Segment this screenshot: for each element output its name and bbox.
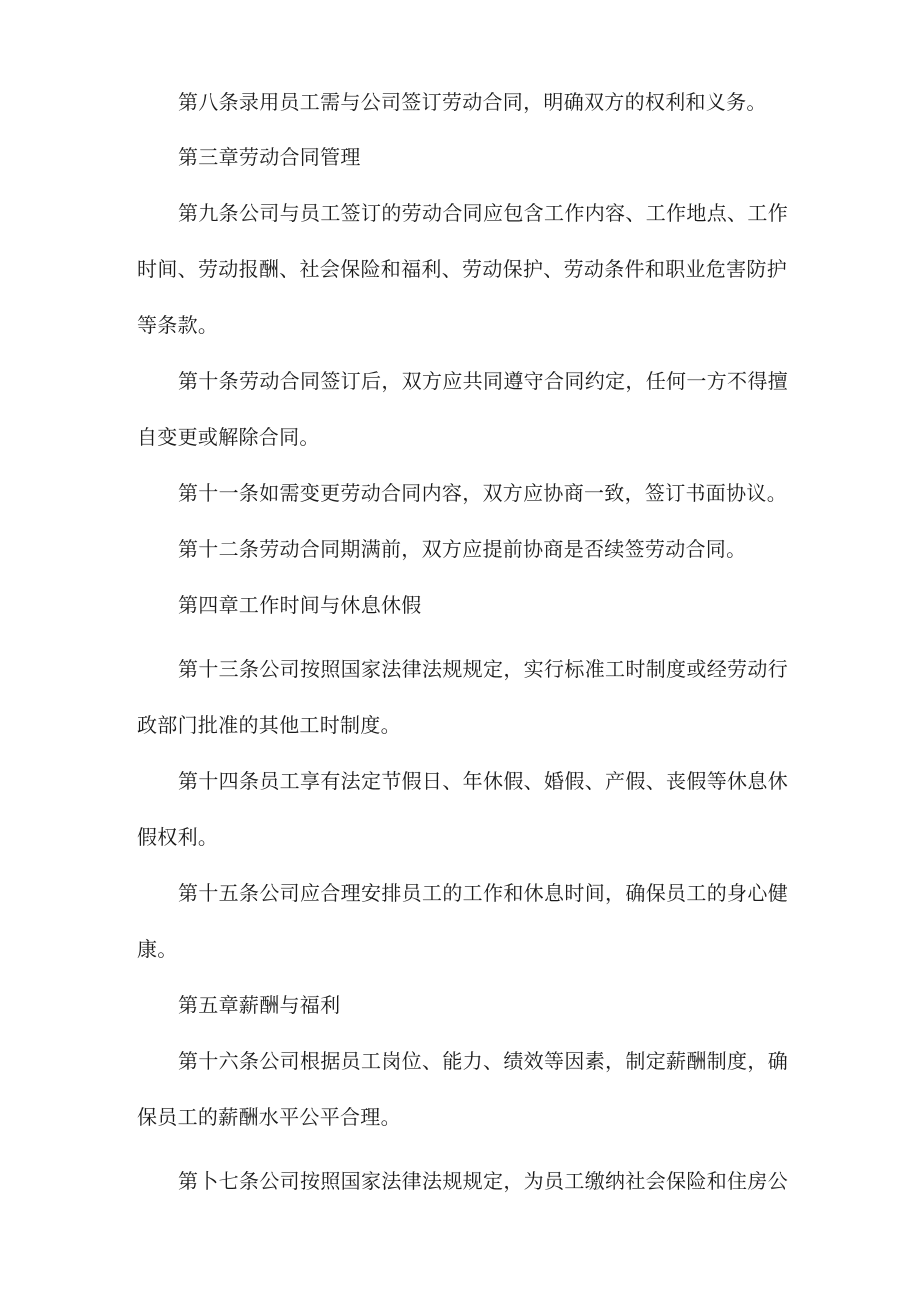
article-13-line-1: 第十三条公司按照国家法律法规规定，实行标准工时制度或经劳动行 — [178, 657, 788, 681]
article-12-line-1: 第十二条劳动合同期满前，双方应提前协商是否续签劳动合同。 — [178, 537, 747, 561]
article-16-line-2: 保员工的薪酬水平公平合理。 — [137, 1105, 401, 1129]
article-16-line-1: 第十六条公司根据员工岗位、能力、绩效等因素，制定薪酬制度，确 — [178, 1049, 788, 1073]
article-13-line-2: 政部门批准的其他工时制度。 — [137, 713, 401, 737]
chapter-3-heading: 第三章劳动合同管理 — [178, 145, 361, 169]
article-10-line-2: 自变更或解除合同。 — [137, 425, 320, 449]
article-17-line-1: 第卜七条公司按照国家法律法规规定，为员工缴纳社会保险和住房公 — [178, 1169, 788, 1193]
chapter-4-heading: 第四章工作时间与休息休假 — [178, 593, 422, 617]
article-11-line-1: 第十一条如需变更劳动合同内容，双方应协商一致，签订书面协议。 — [178, 481, 787, 505]
article-8-line-1: 第八条录用员工需与公司签订劳动合同，明确双方的权利和义务。 — [178, 90, 767, 114]
article-9-line-1: 第九条公司与员工签订的劳动合同应包含工作内容、工作地点、工作 — [178, 201, 788, 225]
article-10-line-1: 第十条劳动合同签订后，双方应共同遵守合同约定，任何一方不得擅 — [178, 369, 788, 393]
article-15-line-2: 康。 — [137, 937, 178, 961]
article-14-line-2: 假权利。 — [137, 825, 219, 849]
chapter-5-heading: 第五章薪酬与福利 — [178, 993, 341, 1017]
article-9-line-3: 等条款。 — [137, 313, 219, 337]
article-15-line-1: 第十五条公司应合理安排员工的工作和休息时间，确保员工的身心健 — [178, 881, 788, 905]
article-14-line-1: 第十四条员工享有法定节假日、年休假、婚假、产假、丧假等休息休 — [178, 769, 788, 793]
article-9-line-2: 时间、劳动报酬、社会保险和福利、劳动保护、劳动条件和职业危害防护 — [137, 257, 787, 281]
